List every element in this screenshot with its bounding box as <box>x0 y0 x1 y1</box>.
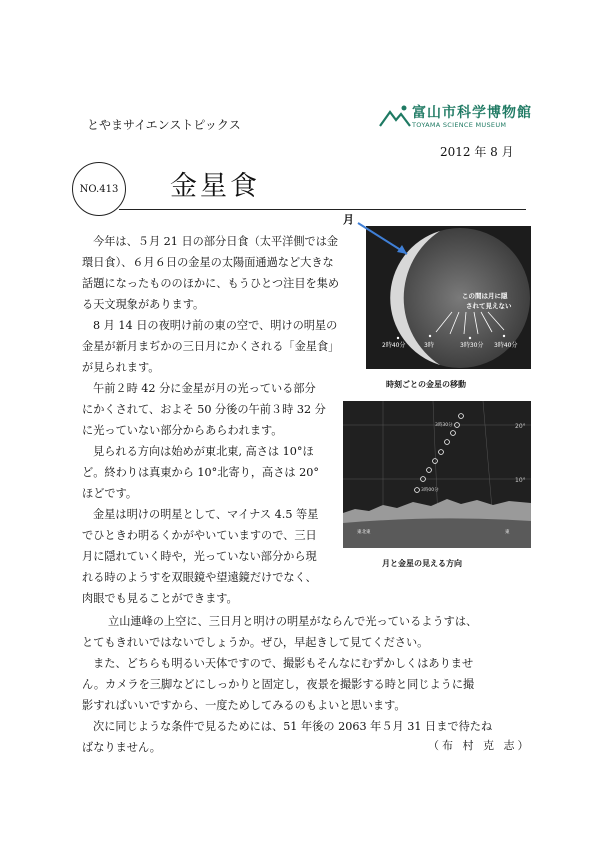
museum-name-english: TOYAMA SCIENCE MUSEUM <box>412 121 507 129</box>
paragraph-line: 月に隠れていく時や，光っていない部分から現 <box>82 550 317 563</box>
paragraph-line: 金星が新月まぢかの三日月にかくされる「金星食」 <box>82 340 340 353</box>
time-label-330: 3時30分 <box>435 423 453 428</box>
direction-label-ene: 東北東 <box>357 530 371 535</box>
moon-label: 月 <box>343 213 354 226</box>
paragraph-line: ん。カメラを三脚などにしっかりと固定し，夜景を撮影する時と同じように撮 <box>82 678 475 691</box>
moon-pointer-arrow <box>355 220 415 260</box>
paragraph-line: ど。終わりは真東から 10°北寄り，高さは 20° <box>82 466 319 479</box>
altitude-label-20: 20° <box>515 423 526 430</box>
altitude-label-10: 10° <box>515 477 526 484</box>
paragraph-line: る天文現象があります。 <box>82 298 205 311</box>
paragraph-line: ばなりません。 <box>82 741 161 754</box>
figure1-caption: 時刻ごとの金星の移動 <box>386 380 466 389</box>
paragraph-line: 話題になったもののほかに、もうひとつ注目を集め <box>82 277 340 290</box>
paragraph-line: 金星は明けの明星として、マイナス 4.5 等星 <box>93 508 319 521</box>
paragraph-line: 8 月 14 日の夜明け前の東の空で、明けの明星の <box>93 319 338 332</box>
direction-label-east: 東 <box>505 530 510 535</box>
time-label-0300: 3時 <box>424 342 434 349</box>
paragraph-line: 影すればいいですから、一度ためしてみるのもよいと思います。 <box>82 699 406 712</box>
paragraph-line: 午前２時 42 分に金星が月の光っている部分 <box>93 382 316 395</box>
figure-viewing-direction <box>343 401 531 548</box>
hidden-note-line2: されて見えない <box>466 302 512 310</box>
series-title: とやまサイエンストピックス <box>87 118 241 132</box>
paragraph-line: 今年は、５月 21 日の部分日食（太平洋側では金 <box>93 235 339 248</box>
paragraph-line: 見られる方向は始めが東北東, 高さは 10°ほ <box>93 445 314 458</box>
paragraph-line: に光っていない部分からあらわれます。 <box>82 424 283 437</box>
time-label-0340: 3時40分 <box>494 342 518 349</box>
time-label-0330: 3時30分 <box>460 342 484 349</box>
paragraph-line: にかくされて、およそ 50 分後の午前３時 32 分 <box>82 403 326 416</box>
paragraph-line: でひときわ明るくかがやいていますので、三日 <box>82 529 317 542</box>
paragraph-line: ほどです。 <box>82 487 138 500</box>
paragraph-line: 肉眼でも見ることができます。 <box>82 592 238 605</box>
issue-date: 2012 年 8 月 <box>440 145 514 159</box>
issue-number: NO.413 <box>79 183 119 195</box>
museum-name: 富山市科学博物館 <box>412 105 532 121</box>
article-title: 金星食 <box>170 171 260 202</box>
hidden-note-line1: この間は月に隠 <box>462 292 508 300</box>
museum-logo <box>378 100 538 136</box>
time-label-0240: 2時40分 <box>382 342 406 349</box>
issue-number-badge <box>72 162 126 216</box>
paragraph-line: れる時のようすを双眼鏡や望遠鏡だけでなく、 <box>82 571 317 584</box>
paragraph-line: 次に同じような条件で見るためには、51 年後の 2063 年５月 31 日まで待たね <box>93 720 493 733</box>
paragraph-line: が見られます。 <box>82 361 160 374</box>
author-name: （布 村 克 志） <box>428 739 532 752</box>
time-label-300: 3時00分 <box>421 488 439 493</box>
foreground-hills <box>343 518 531 548</box>
figure2-caption: 月と金星の見える方向 <box>382 559 462 568</box>
paragraph-line: とてもきれいではないでしょうか。ぜひ，早起きして見てください。 <box>82 636 429 649</box>
paragraph-line: また、どちらも明るい天体ですので、撮影もそんなにむずかしくはありませ <box>93 657 474 670</box>
paragraph-line: 環日食）、６月６日の金星の太陽面通過など大きな <box>82 256 334 269</box>
museum-logo-icon <box>378 102 412 132</box>
title-divider <box>119 209 526 210</box>
paragraph-line: 立山連峰の上空に、三日月と明けの明星がならんで光っているようすは、 <box>108 615 478 628</box>
